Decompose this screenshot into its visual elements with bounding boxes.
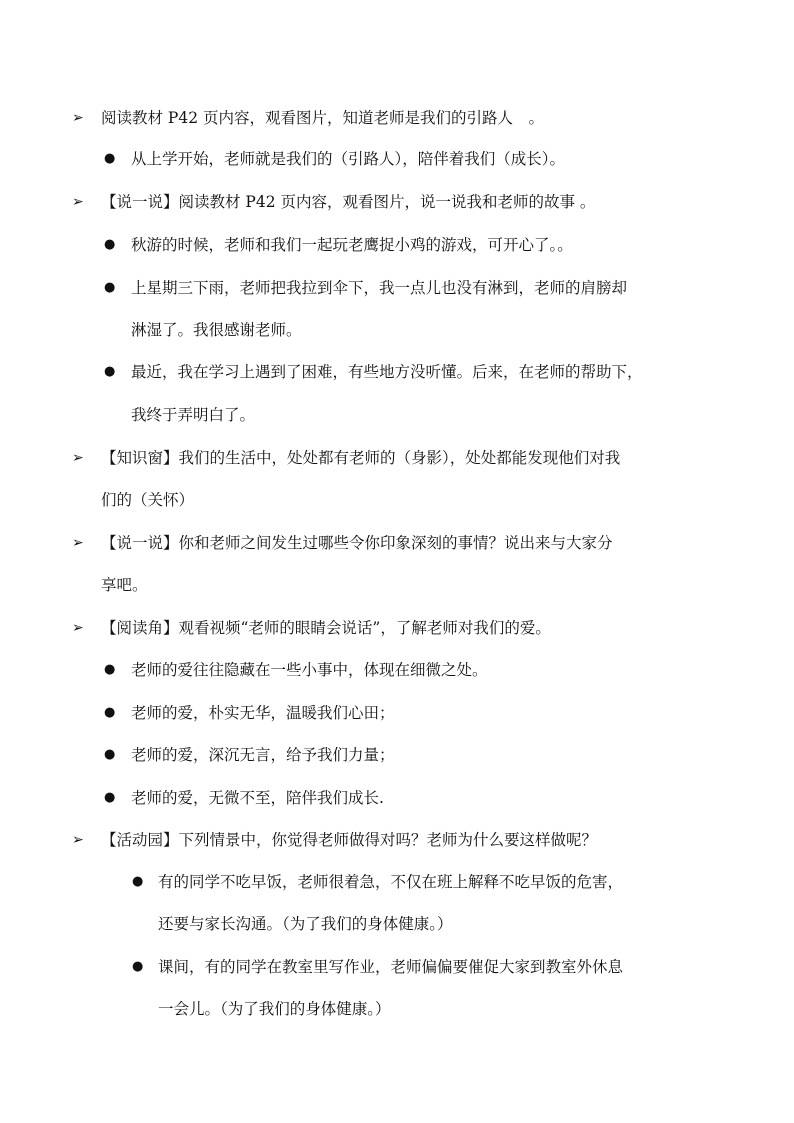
paragraph: 【阅读角】观看视频“老师的眼睛会说话”，了解老师对我们的爱。 [101, 619, 551, 637]
paragraph: 【说一说】阅读教材 P42 页内容，观看图片，说一说我和老师的故事 。 [101, 193, 596, 211]
bullet-item-line: 一会儿。（为了我们的身体健康。） [158, 1000, 391, 1018]
paragraph-line: 享吧。 [101, 576, 148, 594]
paragraph-line: 【知识窗】我们的生活中，处处都有老师的（身影），处处都能发现他们对我 [101, 449, 621, 467]
bullet-item: 老师的爱，无微不至，陪伴我们成长. [131, 789, 384, 807]
bullet-item-line: 上星期三下雨，老师把我拉到伞下，我一点儿也没有淋到，老师的肩膀却 [131, 279, 628, 297]
bullet-item-line: 我终于弄明白了。 [131, 406, 256, 424]
bullet-item-line: 有的同学不吃早饭，老师很着急，不仅在班上解释不吃早饭的危害， [158, 873, 624, 891]
dot-bullet-icon: ● [104, 662, 116, 677]
bullet-item: 老师的爱往往隐藏在一些小事中，体现在细微之处。 [131, 661, 488, 679]
paragraph: 阅读教材 P42 页内容，观看图片，知道老师是我们的引路人 。 [101, 109, 545, 127]
dot-bullet-icon: ● [104, 280, 116, 295]
paragraph-line: 【说一说】你和老师之间发生过哪些令你印象深刻的事情？说出来与大家分 [101, 534, 613, 552]
arrow-bullet-icon: ➢ [72, 110, 84, 126]
arrow-bullet-icon: ➢ [72, 832, 84, 848]
arrow-bullet-icon: ➢ [72, 620, 84, 636]
dot-bullet-icon: ● [104, 747, 116, 762]
bullet-item: 老师的爱，朴实无华，温暖我们心田； [131, 704, 395, 722]
arrow-bullet-icon: ➢ [72, 194, 84, 210]
arrow-bullet-icon: ➢ [72, 535, 84, 551]
dot-bullet-icon: ● [104, 364, 116, 379]
bullet-item: 老师的爱，深沉无言，给予我们力量； [131, 746, 395, 764]
dot-bullet-icon: ● [104, 705, 116, 720]
bullet-item: 秋游的时候，老师和我们一起玩老鹰捉小鸡的游戏，可开心了。。 [131, 236, 573, 254]
dot-bullet-icon: ● [104, 237, 116, 252]
arrow-bullet-icon: ➢ [72, 450, 84, 466]
bullet-item-line: 还要与家长沟通。（为了我们的身体健康。） [158, 915, 453, 933]
bullet-item-line: 淋湿了。我很感谢老师。 [131, 321, 302, 339]
dot-bullet-icon: ● [132, 874, 144, 889]
dot-bullet-icon: ● [104, 790, 116, 805]
bullet-item-line: 最近，我在学习上遇到了困难，有些地方没听懂。后来，在老师的帮助下， [131, 363, 643, 381]
dot-bullet-icon: ● [104, 151, 116, 166]
dot-bullet-icon: ● [132, 959, 144, 974]
paragraph-line: 们的（关怀） [101, 491, 195, 509]
bullet-item: 从上学开始，老师就是我们的（引路人），陪伴着我们（成长）。 [131, 150, 566, 168]
paragraph: 【活动园】下列情景中，你觉得老师做得对吗？老师为什么要这样做呢？ [101, 831, 598, 849]
bullet-item-line: 课间，有的同学在教室里写作业，老师偏偏要催促大家到教室外休息 [158, 958, 624, 976]
